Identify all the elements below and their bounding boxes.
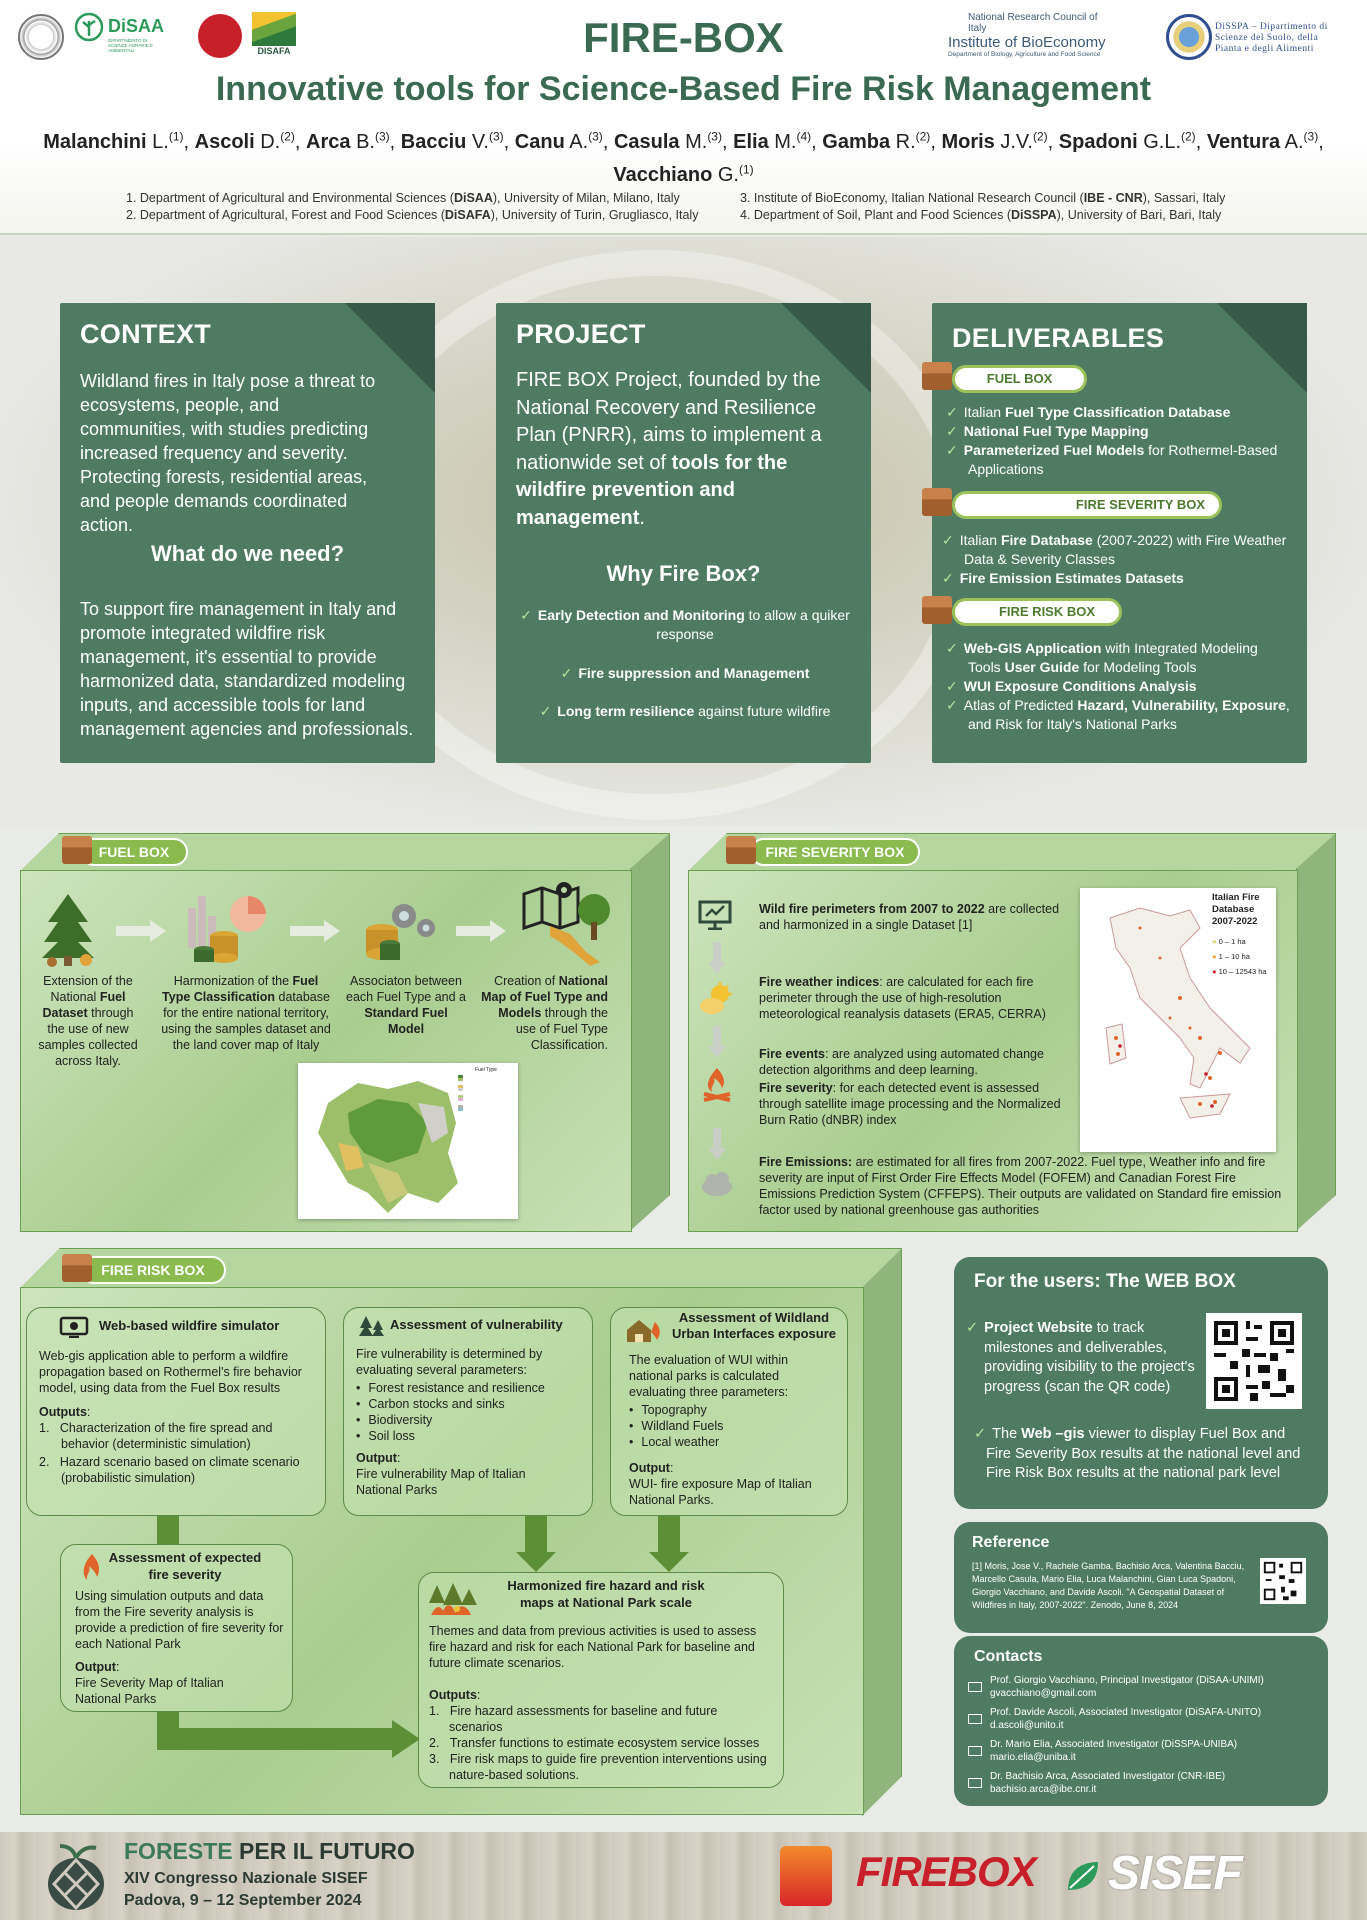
arrow-down-icon [708, 1026, 726, 1058]
mail-icon [968, 1778, 982, 1788]
context-answer: To support fire management in Italy and promote integrated wildfire risk management, it's essential to provide harmonized data, standardized modeling inputs, and accessible tools for land management agencies and professionals. [80, 599, 414, 739]
vulnerability-output: Fire vulnerability Map of Italian National Parks [356, 1467, 526, 1497]
contact-email[interactable]: gvacchiano@gmail.com [990, 1688, 1097, 1699]
context-question: What do we need? [150, 541, 345, 566]
presentation-board-icon [698, 900, 732, 930]
project-text: FIRE BOX Project, founded by the National Recovery and Resilience Plan (PNRR), aims to implement a nationwide set of tools for the wildfire prevention and management. [516, 369, 822, 529]
sisef-leaf-icon [1064, 1858, 1102, 1894]
flow-connector [658, 1516, 680, 1556]
cardboard-box-icon [922, 488, 952, 516]
deliverable-severity-list: ✓ Italian Fire Database (2007-2022) with Fire Weather Data & Severity Classes ✓ Fire Emission Estimates Datasets [942, 532, 1287, 586]
author-name: Malanchini L.$^{(1)}$, [43, 129, 195, 153]
webbox-title: For the users: The WEB BOX [974, 1271, 1236, 1292]
deliverable-tag-fire-risk-box: FIRE RISK BOX [952, 598, 1122, 626]
simulator-output-2: 2. Hazard scenario based on climate scenario (probabilistic simulation) [39, 1455, 300, 1485]
data-chart-icon [188, 888, 270, 966]
expected-severity-output-label: Output: [75, 1660, 120, 1674]
sisef-logo-text: SISEF [1108, 1847, 1242, 1900]
reference-qr-code[interactable] [1260, 1558, 1306, 1604]
sun-cloud-icon [698, 982, 736, 1016]
disspa-seal-logo [1166, 14, 1212, 60]
contact-email[interactable]: bachisio.arca@ibe.cnr.it [990, 1784, 1097, 1795]
contact-3: Dr. Mario Elia, Associated Investigator (DiSSPA-UNIBA) mario.elia@uniba.it [968, 1738, 1318, 1764]
reference-title: Reference [972, 1534, 1050, 1551]
expected-severity-box [60, 1544, 293, 1712]
why-item-3: ✓ Long term resilience against future wildfire [539, 703, 831, 719]
wui-list: • Topography • Wildland Fuels • Local weather [629, 1402, 723, 1450]
author-name: Arca B.$^{(3)}$, [306, 129, 401, 153]
arrow-right-icon [116, 920, 166, 942]
flow-connector [525, 1516, 547, 1556]
contact-1: Prof. Giorgio Vacchiano, Principal Investigator (DiSAA-UNIMI) gvacchiano@gmail.com [968, 1674, 1318, 1700]
smoke-cloud-icon [700, 1170, 734, 1198]
fuelbox-tag: FUEL BOX [80, 838, 188, 866]
harmonized-maps-box [418, 1572, 784, 1788]
expected-severity-text: Using simulation outputs and data from the Fire severity analysis is provide a prediction of fire severity for each National Park [75, 1589, 284, 1651]
author-name: Spadoni G.L.$^{(2)}$, [1058, 129, 1207, 153]
contact-2: Prof. Davide Ascoli, Associated Investigator (DiSAFA-UNITO) d.ascoli@unito.it [968, 1706, 1318, 1732]
deliverable-risk-list: ✓ Web-GIS Application with Integrated Modeling Tools User Guide for Modeling Tools ✓ WUI Exposure Conditions Analysis ✓ Atlas of Predicted Hazard, Vulnerability, Exposure, and Risk for Italy's National Parks [946, 640, 1290, 732]
firebox-logo-mark [780, 1846, 832, 1906]
mail-icon [968, 1682, 982, 1692]
flow-connector [157, 1516, 179, 1544]
affiliation-4: 4. Department of Soil, Plant and Food Sciences (DiSSPA), University of Bari, Bari, Italy [740, 208, 1222, 222]
contact-email[interactable]: mario.elia@uniba.it [990, 1752, 1076, 1763]
severity-item-4: Fire severity: for each detected event is assessed through satellite image processing and the Normalized Burn Ratio (dNBR) index [759, 1081, 1061, 1127]
expected-severity-title: Assessment of expected fire severity [108, 1550, 262, 1582]
fuel-step-4: Creation of National Map of Fuel Type and Models through the use of Fuel Type Classification. [481, 974, 608, 1052]
computer-icon [59, 1316, 89, 1338]
author-name: Elia M.$^{(4)}$, [733, 129, 823, 153]
affiliation-2: 2. Department of Agricultural, Forest and Food Sciences (DiSAFA), University of Turin, Grugliasco, Italy [126, 208, 699, 222]
ibe-cnr-logo: National Research Council of Italy Institute of BioEconomy Department of Biology, Agriculture and Food Science [948, 12, 1106, 58]
arrow-down-icon [708, 1128, 726, 1160]
contact-4: Dr. Bachisio Arca, Associated Investigator (CNR-IBE) bachisio.arca@ibe.cnr.it [968, 1770, 1318, 1796]
map-italy-icon [520, 878, 616, 968]
mail-icon [968, 1714, 982, 1724]
card-fold [1217, 303, 1307, 393]
reference-text: [1] Moris, Jose V., Rachele Gamba, Bachisio Arca, Valentina Bacciu, Marcello Casula, Mario Elia, Luca Malanchini, Gian Luca Spadoni, Giorgio Vacchiano, and Davide Ascoli. "A Geospatial Dataset of Wildfires in Italy, 2007-2022". Zenodo, June 8, 2024 [972, 1561, 1245, 1610]
fuel-step-3: Associaton between each Fuel Type and a Standard Fuel Model [346, 974, 466, 1036]
severity-item-3: Fire events: are analyzed using automated change detection algorithms and deep learning. [759, 1047, 1044, 1077]
wui-exposure-box [610, 1307, 848, 1516]
vulnerability-list: • Forest resistance and resilience • Carbon stocks and sinks • Biodiversity • Soil loss [356, 1380, 545, 1444]
webbox-card [954, 1257, 1328, 1509]
wui-output-label: Output: [629, 1461, 674, 1475]
simulator-text: Web-gis application able to perform a wildfire propagation based on Rothermel's fire behavior model, using data from the Fuel Box results [39, 1349, 302, 1395]
poster-title: FIRE-BOX [583, 14, 784, 61]
why-firebox-heading: Why Fire Box? [606, 561, 761, 586]
author-name: Canu A.$^{(3)}$, [514, 129, 614, 153]
flame-icon [81, 1553, 103, 1581]
arrow-right-icon [290, 920, 340, 942]
author-name: Casula M.$^{(3)}$, [613, 129, 734, 153]
arrow-right-icon [456, 920, 506, 942]
webbox-item-1: ✓ Project Website to track milestones and deliverables, providing visibility to the project's progress (scan the QR code) [966, 1320, 1195, 1395]
qr-code-image [1206, 1313, 1302, 1409]
deliverables-card [932, 303, 1307, 763]
simulator-title: Web-based wildfire simulator [99, 1318, 280, 1333]
mail-icon [968, 1746, 982, 1756]
riskbox-panel-side [862, 1248, 902, 1816]
fire-map-legend: ● 0 – 1 ha ● 1 – 10 ha ● 10 – 12543 ha [1212, 937, 1267, 976]
arrow-down-icon [516, 1552, 556, 1572]
fuelbox-panel-side [630, 833, 670, 1231]
vulnerability-box [343, 1307, 593, 1516]
author-name: Vacchiano G.$^{(1)}$ [613, 162, 754, 187]
arrow-down-icon [649, 1552, 689, 1572]
affiliation-3: 3. Institute of BioEconomy, Italian National Research Council (IBE - CNR), Sassari, Italy [740, 191, 1226, 205]
wui-text: The evaluation of WUI within national parks is calculated evaluating three parameters: [629, 1353, 789, 1399]
cardboard-box-icon [62, 1254, 92, 1282]
wui-output: WUI- fire exposure Map of Italian National Parks. [629, 1477, 812, 1507]
simulator-output-1: 1. Characterization of the fire spread and behavior (deterministic simulation) [39, 1421, 273, 1451]
expected-severity-output: Fire Severity Map of Italian National Parks [75, 1676, 224, 1706]
harmonized-output-1: 1. Fire hazard assessments for baseline and future scenarios [429, 1704, 718, 1734]
severitybox-panel-side [1296, 833, 1336, 1231]
project-heading: PROJECT [516, 319, 646, 349]
author-name: Gamba R.$^{(2)}$, [822, 129, 942, 153]
vulnerability-output-label: Output: [356, 1451, 401, 1465]
congress-name: XIV Congresso Nazionale SISEF [124, 1870, 368, 1887]
poster-subtitle: Innovative tools for Science-Based Fire Risk Management [215, 70, 1152, 108]
author-name: Ascoli D.$^{(2)}$, [194, 129, 307, 153]
affiliation-1: 1. Department of Agricultural and Environmental Sciences (DiSAA), University of Milan, Milano, Italy [126, 191, 680, 205]
database-gears-icon [360, 900, 440, 966]
contact-email[interactable]: d.ascoli@unito.it [990, 1720, 1064, 1731]
cardboard-box-icon [922, 362, 952, 390]
webbox-item-2: ✓ The Web –gis viewer to display Fuel Box and Fire Severity Box results at the national level and Fire Risk Box results at the national park level [974, 1426, 1301, 1481]
tree-icon [38, 890, 100, 970]
cardboard-box-icon [922, 596, 952, 624]
context-card [60, 303, 435, 763]
house-fire-icon [625, 1316, 663, 1344]
flow-connector [157, 1728, 397, 1750]
harmonized-text: Themes and data from previous activities is used to assess fire hazard and risk for each National Park for baseline and future climate scenarios. [429, 1624, 757, 1670]
vulnerability-title: Assessment of vulnerability [390, 1317, 563, 1332]
disafa-logo: DISAFA [252, 12, 296, 60]
severity-item-2: Fire weather indices: are calculated for each fire perimeter through the use of high-resolution meteorological reanalysis datasets (ERA5, CERRA) [759, 975, 1046, 1021]
authors-list [30, 122, 1337, 189]
severity-item-5: Fire Emissions: are estimated for all fires from 2007-2022. Fuel type, Weather info and fire severity are input of First Order Fire Effects Model (FOFEM) and Canadian Forest Fire Emissions Prediction System (CFFEPS). Their outputs are validated on Standard fire emission factor used by national greenhouse gas authorities [759, 1155, 1282, 1217]
reference-card [954, 1522, 1328, 1633]
harmonized-output-2: 2. Transfer functions to estimate ecosystem service losses [429, 1736, 760, 1750]
contacts-title: Contacts [974, 1648, 1043, 1665]
fire-map-title: Italian Fire Database 2007-2022 [1212, 892, 1260, 927]
pinecone-logo-icon [38, 1840, 114, 1916]
wui-title: Assessment of Wildland Urban Interfaces exposure [671, 1310, 836, 1341]
cardboard-box-icon [726, 836, 756, 864]
deliverables-heading: DELIVERABLES [952, 323, 1165, 353]
vulnerability-text: Fire vulnerability is determined by evaluating several parameters: [356, 1347, 543, 1377]
contacts-card [954, 1636, 1328, 1806]
project-card [496, 303, 871, 763]
deliverable-tag-fuel-box: FUEL BOX [952, 365, 1087, 393]
forest-trees-icon [358, 1314, 386, 1338]
riskbox-tag: FIRE RISK BOX [80, 1256, 226, 1284]
campfire-icon [700, 1066, 734, 1102]
severity-item-1: Wild fire perimeters from 2007 to 2022 are collected and harmonized in a single Dataset [1] [759, 902, 1060, 932]
harmonized-title: Harmonized fire hazard and risk maps at National Park scale [507, 1578, 705, 1610]
context-text: Wildland fires in Italy pose a threat to ecosystems, people, and communities, with studies predicting increased frequency and severity. Protecting forests, residential areas, and people demands coordinated action. [80, 371, 376, 535]
cardboard-box-icon [62, 836, 92, 864]
fuel-map-legend: Fuel Type [458, 1067, 514, 1111]
congress-title: FORESTE PER IL FUTURO [124, 1838, 415, 1864]
arrow-right-icon [392, 1720, 420, 1758]
fuel-type-map [298, 1063, 518, 1219]
congress-place-date: Padova, 9 – 12 September 2024 [124, 1892, 362, 1909]
context-heading: CONTEXT [80, 319, 212, 349]
harmonized-outputs-label: Outputs: [429, 1688, 481, 1702]
disspa-logo-text: DiSSPA – Dipartimento di Scienze del Suolo, della Pianta e degli Alimenti [1215, 22, 1328, 54]
author-name: Bacciu V.$^{(3)}$, [400, 129, 515, 153]
author-name: Ventura A.$^{(3)}$, [1206, 129, 1324, 153]
deliverable-fuel-list: ✓ Italian Fuel Type Classification Database ✓ National Fuel Type Mapping ✓ Parameterized Fuel Models for Rothermel-Based Applications [946, 404, 1278, 477]
harmonized-output-3: 3. Fire risk maps to guide fire prevention interventions using nature-based solutions. [429, 1752, 767, 1782]
arrow-down-icon [708, 942, 726, 974]
why-item-2: ✓ Fire suppression and Management [560, 665, 810, 681]
simulator-outputs-label: Outputs: [39, 1405, 91, 1419]
website-qr-code[interactable] [1206, 1313, 1302, 1409]
fire-database-map [1080, 888, 1276, 1152]
severitybox-tag: FIRE SEVERITY BOX [750, 838, 920, 866]
wildfire-simulator-box [26, 1307, 326, 1516]
disaa-logo: DiSAA DIPARTIMENTO DI SCIENZE AGRARIE E AMBIENTALI [74, 12, 164, 62]
author-name: Moris J.V.$^{(2)}$, [941, 129, 1059, 153]
fuel-step-1: Extension of the National Fuel Dataset through the use of new samples collected across Italy. [38, 974, 138, 1068]
fuel-step-2: Harmonization of the Fuel Type Classification database for the entire national territory, using the samples dataset and the land cover map of Italy [161, 974, 331, 1052]
firebox-logo-text: FIREBOX [856, 1848, 1036, 1895]
deliverable-tag-fire-severity-box: FIRE SEVERITY BOX [952, 491, 1222, 519]
forest-fire-icon [427, 1581, 483, 1617]
qr-code-image [1260, 1558, 1306, 1604]
why-item-1: ✓ Early Detection and Monitoring to allow a quiker response [520, 607, 850, 642]
